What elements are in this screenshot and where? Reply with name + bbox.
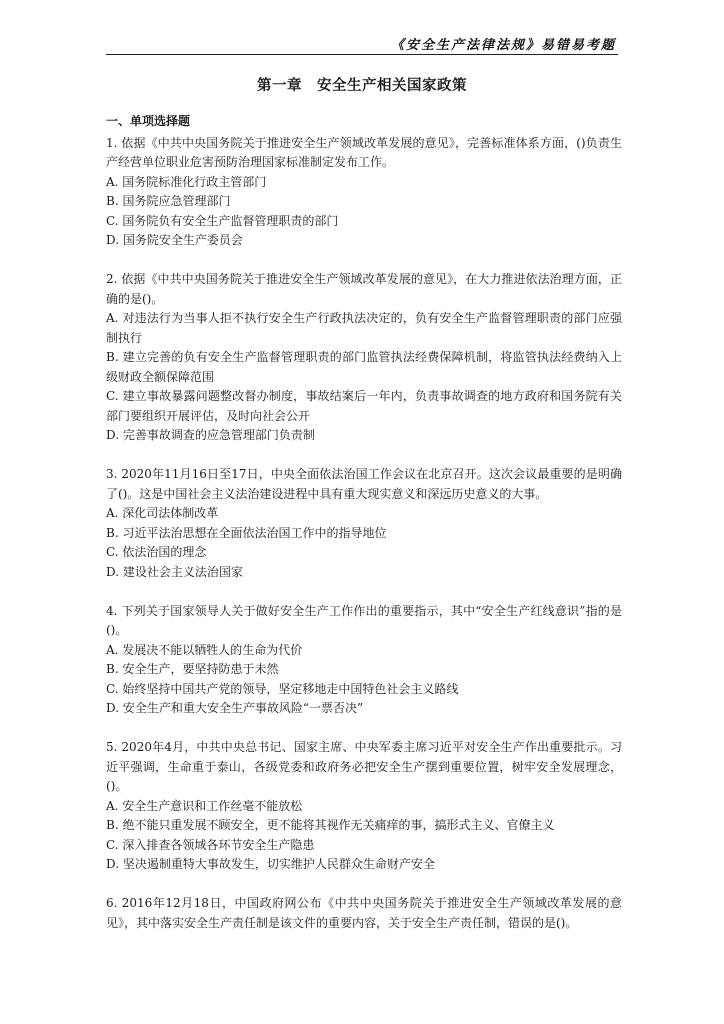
option-b: B. 安全生产，要坚持防患于未然 xyxy=(106,662,279,676)
option-d: D. 安全生产和重大安全生产事故风险“一票否决” xyxy=(106,701,364,715)
question-stem: 1. 依据《中共中央国务院关于推进安全生产领域改革发展的意见》，完善标准体系方面，()负责生产经营单位职业危害预防治理国家标准制定发布工作。 xyxy=(106,135,622,169)
question-3 xyxy=(106,465,622,582)
question-6 xyxy=(106,894,622,933)
option-b: B. 建立完善的负有安全生产监督管理职责的部门监管执法经费保障机制，将监管执法经费纳入上级财政全额保障范围 xyxy=(106,350,622,384)
option-c: C. 国务院负有安全生产监督管理职责的部门 xyxy=(106,213,339,228)
content-body xyxy=(106,112,622,953)
option-a: A. 深化司法体制改革 xyxy=(106,506,219,520)
option-c: C. 建立事故暴露问题整改督办制度，事故结案后一年内，负责事故调查的地方政府和国务院有关部门要组织开展评估，及时向社会公开 xyxy=(106,389,622,423)
question-stem: 3. 2020年11月16日至17日，中央全面依法治国工作会议在北京召开。这次会议最重要的是明确了()。这是中国社会主义法治建设进程中具有重大现实意义和深远历史意义的大事。 xyxy=(106,467,622,501)
option-a: A. 安全生产意识和工作丝毫不能放松 xyxy=(106,798,303,813)
question-2 xyxy=(106,270,622,446)
option-c: C. 始终坚持中国共产党的领导，坚定移地走中国特色社会主义路线 xyxy=(106,681,459,696)
option-b: B. 习近平法治思想在全面依法治国工作中的指导地位 xyxy=(106,525,387,540)
question-1 xyxy=(106,134,622,251)
option-d: D. 完善事故调查的应急管理部门负责制 xyxy=(106,428,315,442)
option-c: C. 依法治国的理念 xyxy=(106,545,207,559)
option-a: A. 国务院标准化行政主管部门 xyxy=(106,174,267,189)
question-5 xyxy=(106,738,622,875)
option-c: C. 深入排查各领域各环节安全生产隐患 xyxy=(106,837,315,852)
header-rule xyxy=(106,54,618,55)
chapter-title: 第一章 安全生产相关国家政策 xyxy=(257,77,467,94)
question-stem: 5. 2020年4月，中共中央总书记、国家主席、中央军委主席习近平对安全生产作出重要批示。习近平强调，生命重于泰山，各级党委和政府务必把安全生产摆到重要位置，树牢安全发展理念，()。 xyxy=(106,740,622,793)
question-stem: 4. 下列关于国家领导人关于做好安全生产工作作出的重要指示，其中“安全生产红线意识”指的是()。 xyxy=(106,603,622,637)
option-b: B. 绝不能只重发展不顾安全，更不能将其视作无关痛痒的事，搞形式主义、官僚主义 xyxy=(106,818,555,832)
question-stem: 2. 依据《中共中央国务院关于推进安全生产领域改革发展的意见》，在大力推进依法治理方面，正确的是()。 xyxy=(106,272,622,306)
running-header-title: 《安全生产法律法规》易错易考题 xyxy=(390,38,616,53)
question-stem: 6. 2016年12月18日，中国政府网公布《中共中央国务院关于推进安全生产领域改革发展的意见》，其中落实安全生产责任制是该文件的重要内容，关于安全生产责任制，错误的是()。 xyxy=(106,896,622,930)
option-d: D. 建设社会主义法治国家 xyxy=(106,564,243,579)
option-b: B. 国务院应急管理部门 xyxy=(106,194,231,208)
question-4 xyxy=(106,602,622,719)
option-d: D. 坚决遏制重特大事故发生，切实维护人民群众生命财产安全 xyxy=(106,857,435,871)
section-heading: 一、单项选择题 xyxy=(106,114,191,128)
option-a: A. 对违法行为当事人拒不执行安全生产行政执法决定的，负有安全生产监督管理职责的部门应强制执行 xyxy=(106,311,622,345)
option-d: D. 国务院安全生产委员会 xyxy=(106,233,243,247)
option-a: A. 发展决不能以牺牲人的生命为代价 xyxy=(106,642,303,657)
